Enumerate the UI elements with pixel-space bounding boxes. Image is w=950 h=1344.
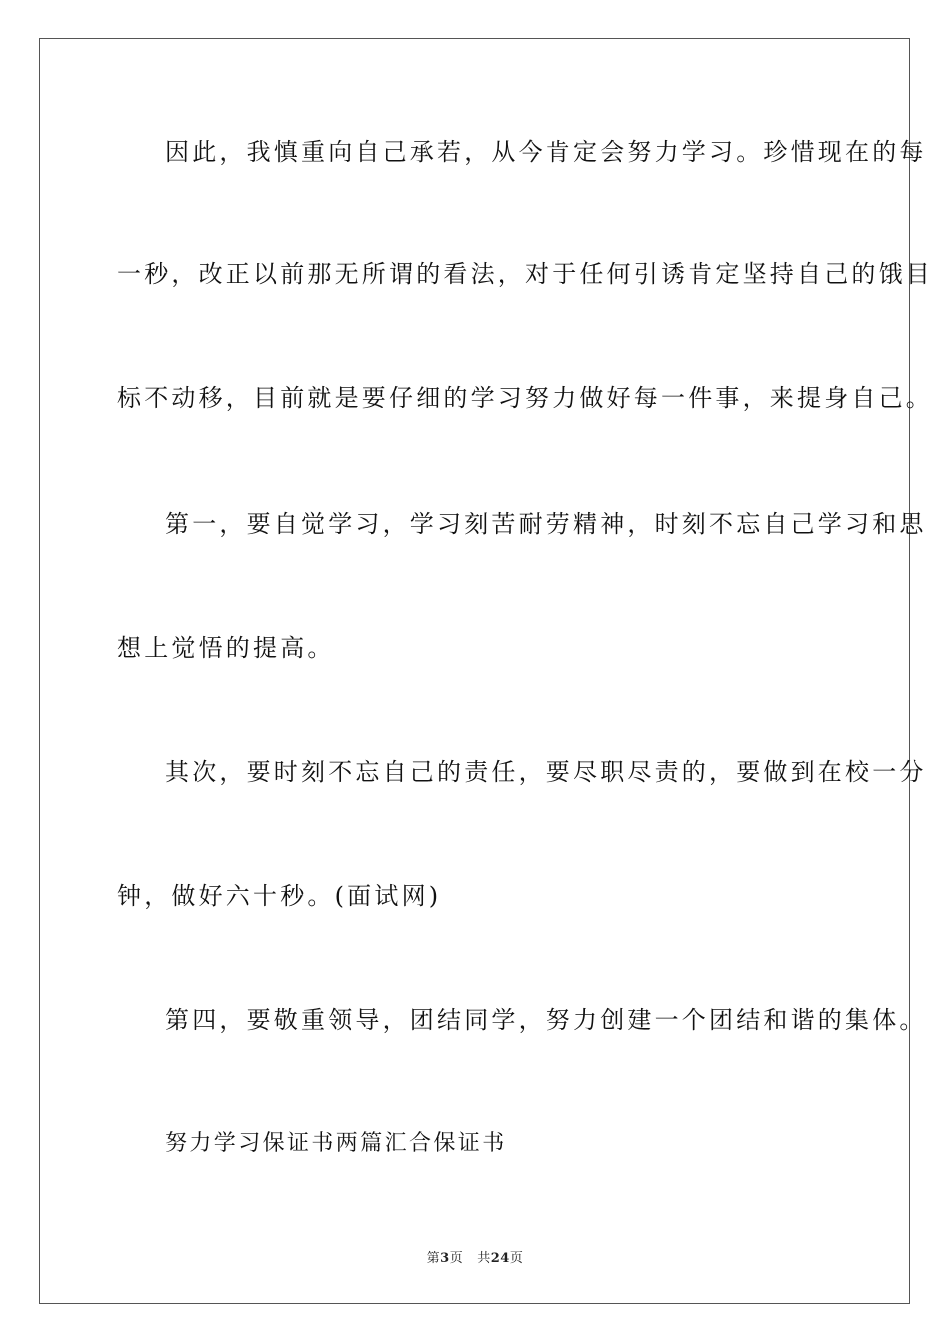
total-suffix: 页 xyxy=(509,1251,524,1266)
page-footer xyxy=(0,1247,950,1266)
section-title: 努力学习保证书两篇汇合保证书 xyxy=(165,1131,507,1156)
paragraph-line: 因此，我慎重向自己承若，从今肯定会努力学习。珍惜现在的每 xyxy=(165,138,927,166)
page-suffix: 页 xyxy=(449,1251,464,1266)
paragraph-line: 标不动移，目前就是要仔细的学习努力做好每一件事，来提身自己。 xyxy=(117,384,933,412)
paragraph-line: 想上觉悟的提高。 xyxy=(117,634,335,662)
current-page-number: 3 xyxy=(440,1251,450,1266)
page-prefix: 第 xyxy=(426,1251,441,1266)
paragraph-line: 其次，要时刻不忘自己的责任，要尽职尽责的，要做到在校一分 xyxy=(165,758,927,786)
total-pages-number: 24 xyxy=(490,1251,510,1266)
paragraph-line: 第四，要敬重领导，团结同学，努力创建一个团结和谐的集体。 xyxy=(165,1006,927,1034)
paragraph-line: 钟，做好六十秒。(面试网) xyxy=(117,882,442,910)
paragraph-line: 第一，要自觉学习，学习刻苦耐劳精神，时刻不忘自己学习和思 xyxy=(165,510,927,538)
page-border xyxy=(39,38,933,1304)
total-prefix: 共 xyxy=(477,1251,491,1266)
paragraph-line: 一秒，改正以前那无所谓的看法，对于任何引诱肯定坚持自己的饿目 xyxy=(117,260,933,288)
